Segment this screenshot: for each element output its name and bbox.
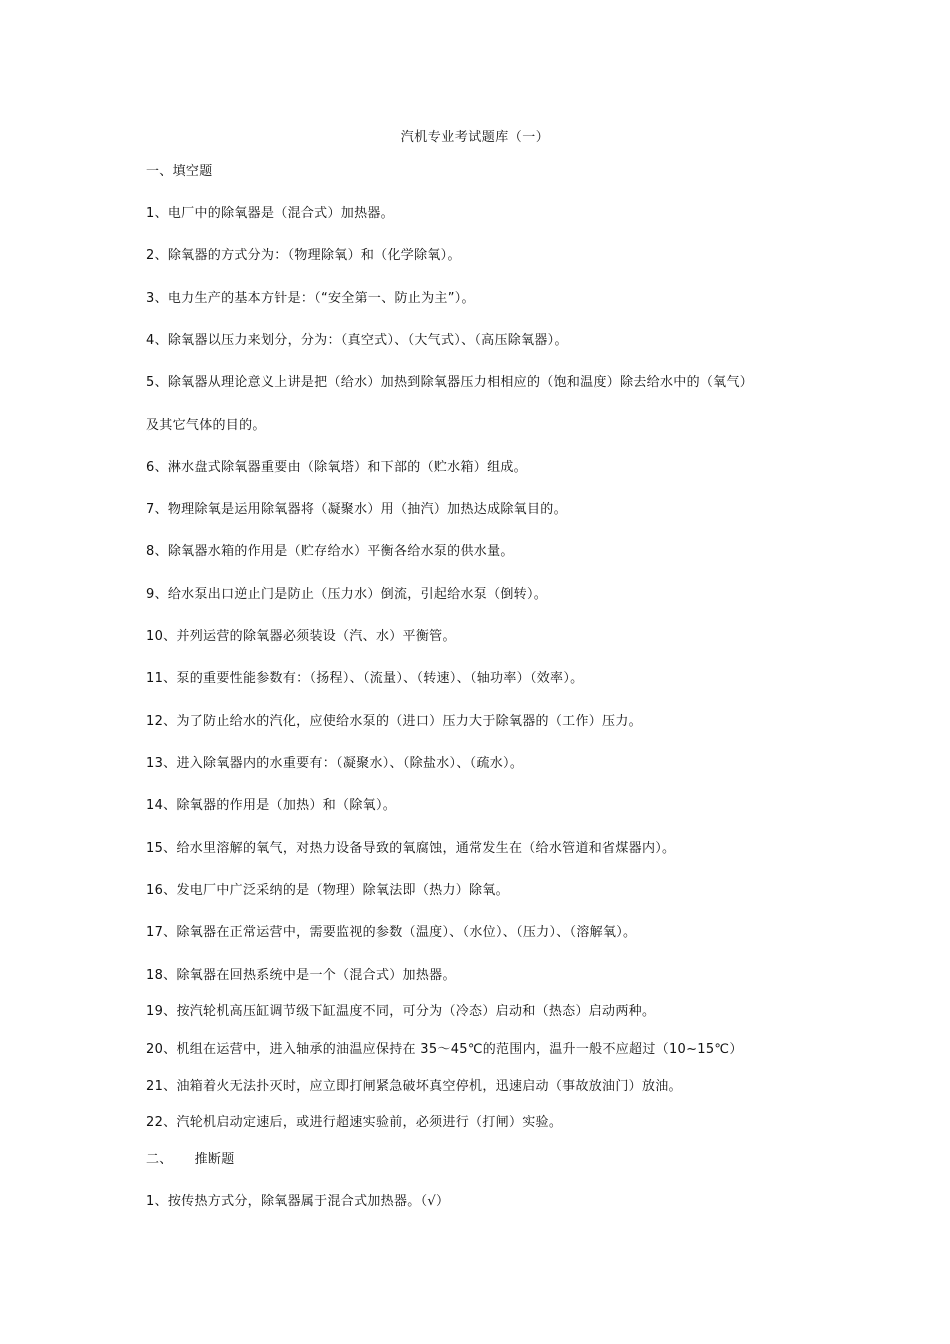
question-line: 9、给水泵出口逆止门是防止（压力水）倒流，引起给水泵（倒转）。	[146, 587, 548, 602]
section-number: 二、	[146, 1152, 173, 1167]
question-line: 6、淋水盘式除氧器重要由（除氧塔）和下部的（贮水箱）组成。	[146, 460, 527, 475]
section-heading-fill-blank: 一、填空题	[146, 164, 213, 179]
question-line: 18、除氧器在回热系统中是一个（混合式）加热器。	[146, 968, 456, 983]
question-line: 11、泵的重要性能参数有：（扬程）、（流量）、（转速）、（轴功率）（效率）。	[146, 671, 584, 686]
question-line: 8、除氧器水箱的作用是（贮存给水）平衡各给水泵的供水量。	[146, 544, 514, 559]
section-heading-judgement	[146, 1150, 235, 1170]
question-line: 21、油箱着火无法扑灭时，应立即打闸紧急破坏真空停机，迅速启动（事故放油门）放油。	[146, 1079, 682, 1094]
question-line: 20、机组在运营中，进入轴承的油温应保持在 35～45℃的范围内，温升一般不应超过（10~15℃）	[146, 1042, 743, 1057]
question-line: 2、除氧器的方式分为：（物理除氧）和（化学除氧）。	[146, 248, 461, 263]
question-line: 10、并列运营的除氧器必须装设（汽、水）平衡管。	[146, 629, 456, 644]
question-line: 4、除氧器以压力来划分，分为：（真空式）、（大气式）、（高压除氧器）。	[146, 333, 568, 348]
question-line: 5、除氧器从理论意义上讲是把（给水）加热到除氧器压力相相应的（饱和温度）除去给水中的（氧气）	[146, 375, 754, 390]
question-line: 16、发电厂中广泛采纳的是（物理）除氧法即（热力）除氧。	[146, 883, 509, 898]
question-line: 12、为了防止给水的汽化，应使给水泵的（进口）压力大于除氧器的（工作）压力。	[146, 714, 642, 729]
question-line: 15、给水里溶解的氧气，对热力设备导致的氧腐蚀，通常发生在（给水管道和省煤器内）。	[146, 841, 676, 856]
question-line: 3、电力生产的基本方针是：（“安全第一、防止为主”）。	[146, 291, 475, 306]
question-line: 7、物理除氧是运用除氧器将（凝聚水）用（抽汽）加热达成除氧目的。	[146, 502, 567, 517]
question-line: 22、汽轮机启动定速后，或进行超速实验前，必须进行（打闸）实验。	[146, 1115, 563, 1130]
question-line: 13、进入除氧器内的水重要有：（凝聚水）、（除盐水）、（疏水）。	[146, 756, 524, 771]
document-title: 汽机专业考试题库（一）	[400, 130, 550, 145]
question-line-continuation: 及其它气体的目的。	[146, 418, 266, 433]
question-line: 14、除氧器的作用是（加热）和（除氧）。	[146, 798, 397, 813]
question-line: 17、除氧器在正常运营中，需要监视的参数（温度）、（水位）、（压力）、（溶解氧）。	[146, 925, 637, 940]
question-line: 1、电厂中的除氧器是（混合式）加热器。	[146, 206, 394, 221]
question-line: 1、按传热方式分，除氧器属于混合式加热器。（√）	[146, 1194, 450, 1209]
section-title: 推断题	[194, 1152, 235, 1167]
question-line: 19、按汽轮机高压缸调节级下缸温度不同，可分为（冷态）启动和（热态）启动两种。	[146, 1004, 656, 1019]
